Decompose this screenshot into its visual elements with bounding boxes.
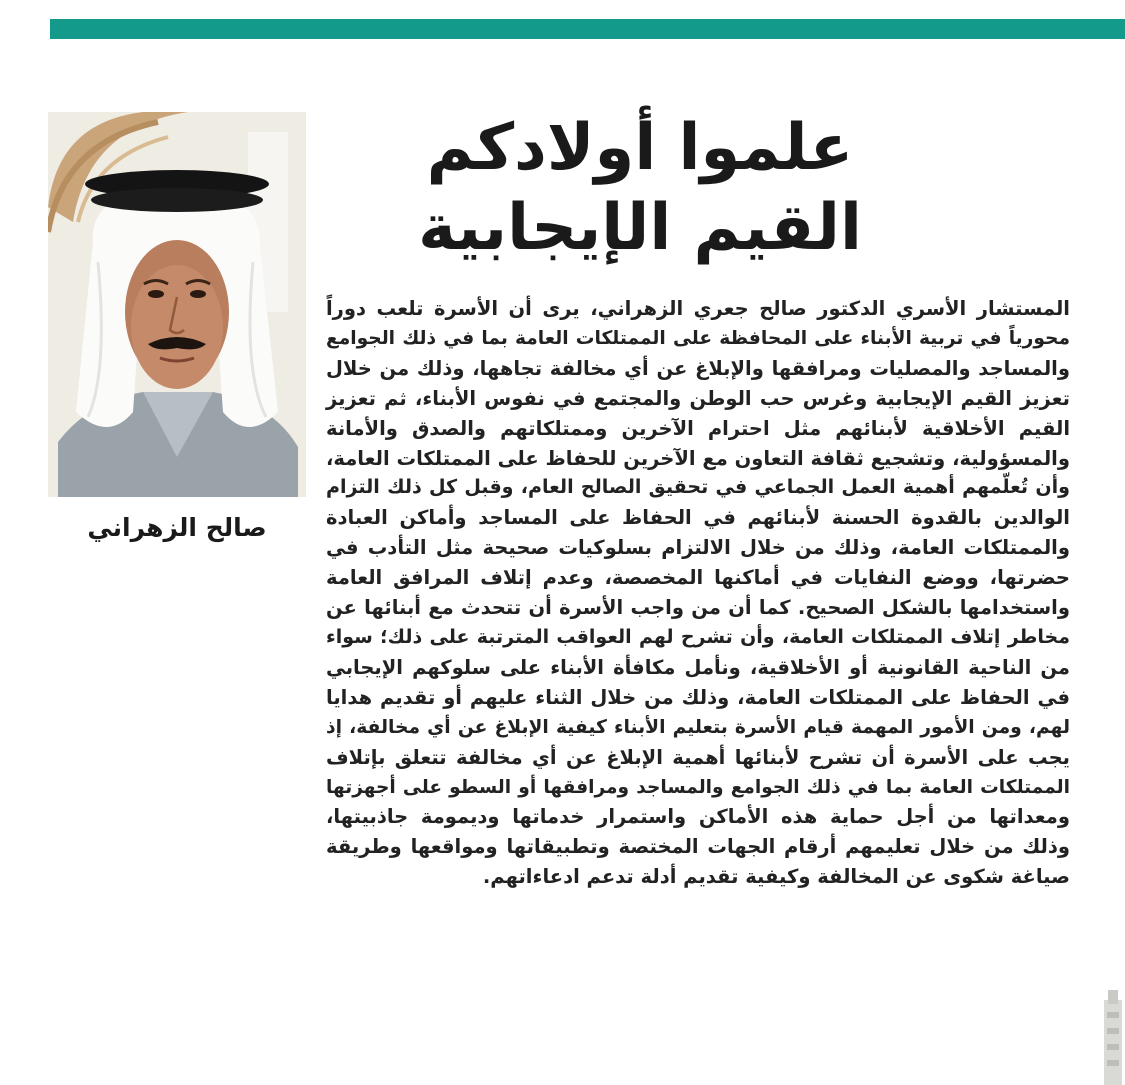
article-line: وذلك من خلال تعليمهم أرقام الجهات المختصة وتطبيقاتها ومواقعها وطريقة bbox=[326, 835, 1070, 859]
article-line: الممتلكات العامة بما في ذلك الجوامع والمساجد ومرافقها أو السطو على أجهزتها bbox=[326, 776, 1070, 798]
article-line: القيم الأخلاقية لأبنائهم مثل احترام الآخرين وممتلكاتهم والصدق والأمانة bbox=[326, 416, 1070, 440]
article-line: حضرتها، ووضع النفايات في أماكنها المخصصة، وعدم إتلاف المرافق العامة bbox=[326, 566, 1070, 590]
article-body bbox=[326, 294, 1070, 892]
author-photo bbox=[48, 112, 306, 497]
article-line: محورياً في تربية الأبناء على المحافظة على الممتلكات العامة بما في ذلك الجوامع bbox=[326, 327, 1070, 349]
article-line: من الناحية القانونية أو الأخلاقية، ونأمل مكافأة الأبناء على سلوكهم الإيجابي bbox=[326, 655, 1070, 679]
article-line: الوالدين بالقدوة الحسنة لأبنائهم في الحفاظ على المساجد وأماكن العبادة bbox=[326, 506, 1070, 530]
article-line: واستخدامها بالشكل الصحيح. كما أن من واجب الأسرة أن تتحدث مع أبنائها عن bbox=[326, 596, 1070, 620]
margin-ornament-icon bbox=[1098, 990, 1125, 1085]
headline-line-1: علموا أولادكم bbox=[426, 111, 854, 185]
article-line: والمساجد والمصليات ومرافقها والإبلاغ عن أي مخالفة تجاهها، وذلك من خلال bbox=[326, 356, 1070, 380]
article-line: يجب على الأسرة أن تشرح لأبنائها أهمية الإبلاغ عن أي مخالفة تتعلق بإتلاف bbox=[326, 745, 1070, 769]
article-line: تعزيز القيم الإيجابية وغرس حب الوطن والمجتمع في نفوس الأبناء، ثم تعزيز bbox=[326, 386, 1070, 410]
article-line: صياغة شكوى عن المخالفة وكيفية تقديم أدلة تدعم ادعاءاتهم. bbox=[482, 865, 1070, 889]
author-name: صالح الزهراني bbox=[87, 513, 267, 542]
article-line: في الحفاظ على الممتلكات العامة، وذلك من خلال الثناء عليهم أو تقديم هدايا bbox=[326, 685, 1070, 709]
article-line: المستشار الأسري الدكتور صالح جعري الزهراني، يرى أن الأسرة تلعب دوراً bbox=[326, 297, 1070, 320]
article-line: والممتلكات العامة، وذلك من خلال الالتزام بسلوكيات صحيحة مثل التأدب في bbox=[326, 536, 1070, 560]
article-line: لهم، ومن الأمور المهمة قيام الأسرة بتعليم الأبناء كيفية الإبلاغ عن أي مخالفة، إذ bbox=[326, 716, 1070, 738]
article-line: ومعداتها من أجل حماية هذه الأماكن واستمرار خدماتها وديمومة جاذبيتها، bbox=[326, 805, 1070, 829]
article-headline bbox=[330, 108, 950, 268]
article-line: والمسؤولية، وتشجيع ثقافة التعاون مع الآخرين للحفاظ على الممتلكات العامة، bbox=[326, 446, 1070, 470]
accent-top-bar bbox=[50, 19, 1125, 39]
article-line: مخاطر إتلاف الممتلكات العامة، وأن تشرح لهم العواقب المترتبة على ذلك؛ سواء bbox=[326, 625, 1070, 648]
article-line: وأن تُعلّمهم أهمية العمل الجماعي في تحقيق الصالح العام، وقبل كل ذلك التزام bbox=[326, 476, 1070, 499]
headline-line-2: القيم الإيجابية bbox=[418, 191, 862, 265]
